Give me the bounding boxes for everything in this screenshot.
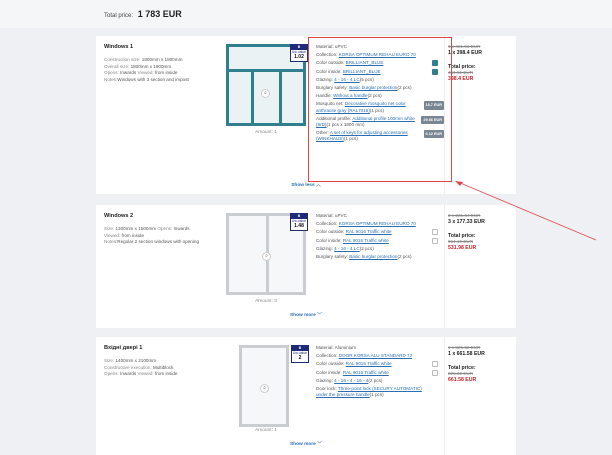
spec-label: Color inside:	[316, 68, 342, 74]
notes-label: Notes:	[104, 239, 118, 245]
glazing-link[interactable]: 4 - 16 - 4 LC	[334, 76, 360, 82]
old-unit-price: 1 x 481.51 EUR	[448, 44, 481, 49]
unit-price: 1 x 661.58 EUR	[448, 351, 485, 357]
notes-value: Regular 2 section windows with opening	[117, 239, 199, 245]
price-chip: 18.7 EUR	[424, 101, 444, 109]
spec-qty: (1 pcs)	[343, 136, 358, 142]
execution-value: Multiblock	[153, 364, 174, 370]
amount: Amount: 1	[255, 130, 277, 135]
item-total: 531.98 EUR	[448, 245, 477, 251]
chevron-down-icon: ﹀	[317, 313, 322, 318]
spec-label: Color inside:	[316, 369, 342, 375]
badge-head: B	[291, 214, 307, 219]
size-label: Size:	[104, 226, 115, 232]
size-value: 1400mm x 2100mm	[115, 358, 157, 364]
spec-qty: (2 pcs)	[397, 85, 412, 91]
collection-link[interactable]: DOOR KORSA ALU STANDARD 72	[338, 353, 413, 359]
spec-qty: (2 pcs)	[368, 377, 383, 383]
chevron-down-icon: ﹀	[317, 442, 322, 447]
spec-label: Burglary safety:	[316, 85, 348, 91]
viewed-value: from inside	[155, 371, 178, 377]
spec-qty: (2 pcs)	[359, 245, 374, 251]
opens-value: Inwards	[120, 371, 137, 377]
spec-label: Glazing:	[316, 76, 333, 82]
glazing-link[interactable]: 4 - 16 - 4 - 16 - 4	[334, 377, 369, 383]
other-link[interactable]: A set of keys for adjusting accessories (WINKHAUS)	[316, 130, 408, 142]
spec-label: Burglary safety:	[316, 254, 348, 260]
toggle-label: Show less	[291, 183, 315, 188]
spec-label: Mosquito net:	[316, 101, 344, 107]
price-chip: 6.12 EUR	[424, 130, 444, 138]
opens-label: Opens:	[104, 70, 119, 76]
badge-head: B	[291, 45, 307, 50]
spec-value: uPVC	[334, 213, 347, 218]
badge-value: 1.02	[294, 54, 304, 60]
old-unit-price: 1 x 826.62 EUR	[448, 345, 481, 350]
color-inside-link[interactable]: RAL 9016 Traffic white	[342, 369, 389, 375]
viewed-value: from inside	[121, 232, 145, 238]
glazing-link[interactable]: 4 - 16 - 4 LC	[334, 245, 360, 251]
construction-label: Construction size:	[104, 57, 141, 63]
item-total: 398.4 EUR	[448, 76, 474, 82]
price-chip: 29.66 EUR	[421, 116, 444, 124]
opens-label: Opens:	[157, 226, 173, 232]
spec-qty: (2 pcs)	[367, 93, 382, 99]
burglary-link[interactable]: Basic burglar protection	[349, 254, 398, 260]
color-inside-link[interactable]: BRILLIANT_BLUE	[342, 68, 381, 74]
spec-label: Collection:	[316, 52, 338, 58]
color-outside-link[interactable]: RAL 9016 Traffic white	[345, 361, 392, 367]
viewed-label: Viewed:	[137, 371, 154, 377]
color-outside-link[interactable]: BRILLIANT_BLUE	[345, 60, 384, 66]
spec-label: Glazing:	[316, 377, 333, 383]
amount: Amount: 3	[255, 299, 277, 304]
overall-label: Overall size:	[104, 63, 130, 69]
spec-label: Material:	[316, 213, 334, 218]
spec-label: Additional profile:	[316, 115, 352, 121]
spec-label: Color outside:	[316, 229, 345, 235]
spec-label: Other:	[316, 130, 329, 136]
execution-label: Constructive execution:	[104, 364, 152, 370]
item-total-label: Total price:	[448, 365, 476, 371]
viewed-label: Viewed:	[104, 232, 121, 238]
zoom-icon[interactable]: ⌕	[260, 384, 269, 393]
old-item-total: 826.62 EUR	[448, 371, 474, 376]
spec-label: Door lock:	[316, 386, 337, 392]
unit-price: 3 x 177.33 EUR	[448, 219, 485, 225]
spec-qty: (5 pcs)	[359, 76, 374, 82]
old-item-total: 664.19 EUR	[448, 239, 474, 244]
item-title: Windows 2	[104, 213, 134, 219]
spec-qty: (1 pcs)	[369, 107, 384, 113]
collection-link[interactable]: KORSA OPTIMUM REHAU EURO 70	[338, 221, 416, 227]
mosquito-link[interactable]: Decorative mosquito net color anthracite gray (RAL7016)	[316, 101, 406, 113]
total-price-value: 1 783 EUR	[137, 9, 182, 19]
spec-value: Aluminium	[334, 345, 357, 350]
opens-label: Opens:	[104, 371, 119, 377]
construction-value: 1800mm x 1800mm	[141, 57, 183, 63]
spec-label: Handle:	[316, 93, 332, 99]
badge-name: Uw-value	[291, 50, 307, 54]
amount: Amount: 1	[255, 428, 277, 433]
toggle-label: Show more	[289, 442, 316, 447]
spec-qty: (1 pcs x 1800 mm)	[326, 122, 365, 128]
spec-label: Glazing:	[316, 245, 333, 251]
unit-price: 1 x 398.4 EUR	[448, 50, 483, 56]
item-title: Windows 1	[104, 44, 134, 50]
opens-value: Inwards	[173, 226, 190, 232]
spec-label: Color inside:	[316, 237, 342, 243]
color-inside-link[interactable]: RAL 9016 Traffic white	[342, 237, 389, 243]
item-total-label: Total price:	[448, 233, 476, 239]
spec-label: Collection:	[316, 221, 338, 227]
chevron-up-icon: ︿	[316, 183, 321, 188]
burglary-link[interactable]: Basic burglar protection	[349, 85, 398, 91]
zoom-icon[interactable]: ⌕	[262, 252, 271, 261]
overall-value: 1800mm x 1900mm	[130, 63, 172, 69]
spec-value: uPVC	[334, 44, 347, 49]
old-item-total: 481.51 EUR	[448, 70, 474, 75]
spec-label: Material:	[316, 345, 334, 350]
spec-label: Material:	[316, 44, 334, 49]
badge-value: 2	[298, 355, 302, 361]
spec-label: Collection:	[316, 353, 338, 359]
notes-label: Notes:	[104, 76, 118, 82]
notes-value: Windows with 3 section and impost	[117, 76, 189, 82]
total-price-label: Total price:	[104, 13, 134, 19]
spec-label: Color outside:	[316, 60, 345, 66]
size-label: Size:	[104, 358, 115, 364]
old-unit-price: 3 x 221.64 EUR	[448, 213, 481, 218]
item-title: Вхідні двері 1	[104, 345, 143, 351]
size-value: 1300mm x 1500mm	[115, 226, 157, 232]
viewed-label: Viewed:	[137, 70, 154, 76]
zoom-icon[interactable]: ⌕	[261, 89, 270, 98]
spec-qty: (2 pcs)	[397, 254, 412, 260]
item-total-label: Total price:	[448, 64, 476, 70]
opens-value: Inwards	[120, 70, 137, 76]
badge-name: Uw-value	[291, 219, 307, 223]
color-outside-link[interactable]: RAL 9016 Traffic white	[345, 229, 392, 235]
item-total: 661.58 EUR	[448, 377, 477, 383]
badge-value: 1.48	[294, 223, 304, 229]
viewed-value: from inside	[155, 70, 178, 76]
toggle-label: Show more	[289, 313, 316, 318]
spec-qty: (1 pcs)	[369, 392, 384, 398]
collection-link[interactable]: KORSA OPTIMUM REHAU EURO 70	[338, 52, 416, 58]
badge-head: B	[292, 346, 308, 351]
badge-name: Uw-value	[292, 351, 308, 355]
handle-link[interactable]: Without a handle	[333, 93, 368, 99]
profile-link[interactable]: Additional profile 100mm white (8rD)	[316, 115, 415, 128]
spec-label: Color outside:	[316, 361, 345, 367]
door-lock-link[interactable]: Three-point lock (SECURY AUTOMATIC) under the pressure handle	[316, 386, 422, 398]
